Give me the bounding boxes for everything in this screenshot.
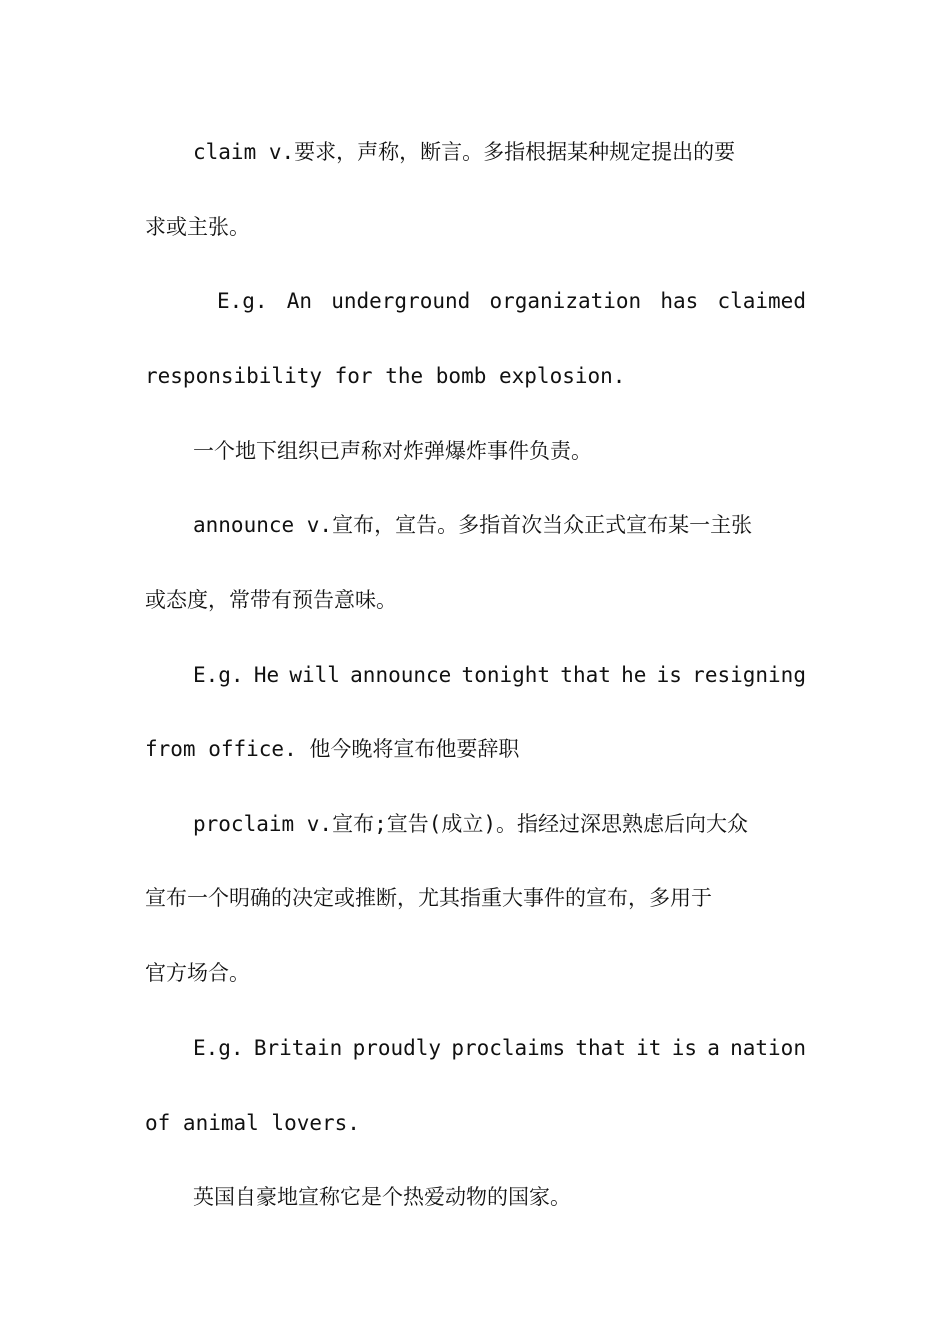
announce-definition-line-2: 或态度，常带有预告意味。 xyxy=(145,588,397,612)
proclaim-example-line-1 xyxy=(193,1033,806,1063)
word: Britain xyxy=(253,1036,343,1060)
word: E.g. xyxy=(193,1036,244,1060)
word: proudly xyxy=(352,1036,442,1060)
word: is xyxy=(671,1036,697,1060)
word: He xyxy=(253,663,280,687)
word: is xyxy=(656,663,682,687)
word: proclaims xyxy=(451,1036,566,1060)
claim-definition-line-1: claim v.要求，声称，断言。多指根据某种规定提出的要 xyxy=(193,140,736,164)
word: underground xyxy=(331,289,471,313)
word: resigning xyxy=(692,663,806,687)
word: E.g. xyxy=(193,663,244,687)
claim-definition-line-2: 求或主张。 xyxy=(145,215,250,239)
announce-example-line-1 xyxy=(193,660,806,690)
word: organization xyxy=(489,289,642,313)
word: An xyxy=(286,289,313,313)
word: announce xyxy=(350,663,452,687)
word: E.g. xyxy=(217,289,268,313)
word: has xyxy=(660,289,699,313)
announce-example-line-2: from office. 他今晚将宣布他要辞职 xyxy=(145,737,520,761)
claim-example-line-1 xyxy=(217,286,806,316)
word: nation xyxy=(730,1036,806,1060)
word: that xyxy=(575,1036,626,1060)
proclaim-example-line-2: of animal lovers. xyxy=(145,1111,360,1135)
proclaim-definition-line-2: 宣布一个明确的决定或推断，尤其指重大事件的宣布，多用于 xyxy=(145,886,712,910)
word: a xyxy=(707,1036,720,1060)
word: claimed xyxy=(717,289,806,313)
word: he xyxy=(621,663,647,687)
proclaim-definition-line-1: proclaim v.宣布;宣告(成立)。指经过深思熟虑后向大众 xyxy=(193,812,749,836)
word: that xyxy=(560,663,611,687)
claim-example-line-2: responsibility for the bomb explosion. xyxy=(145,364,626,388)
word: it xyxy=(636,1036,662,1060)
word: will xyxy=(289,663,340,687)
word: tonight xyxy=(461,663,551,687)
announce-definition-line-1: announce v.宣布，宣告。多指首次当众正式宣布某一主张 xyxy=(193,513,753,537)
claim-translation: 一个地下组织已声称对炸弹爆炸事件负责。 xyxy=(193,439,592,463)
proclaim-definition-line-3: 官方场合。 xyxy=(145,961,250,985)
proclaim-translation: 英国自豪地宣称它是个热爱动物的国家。 xyxy=(193,1185,571,1209)
